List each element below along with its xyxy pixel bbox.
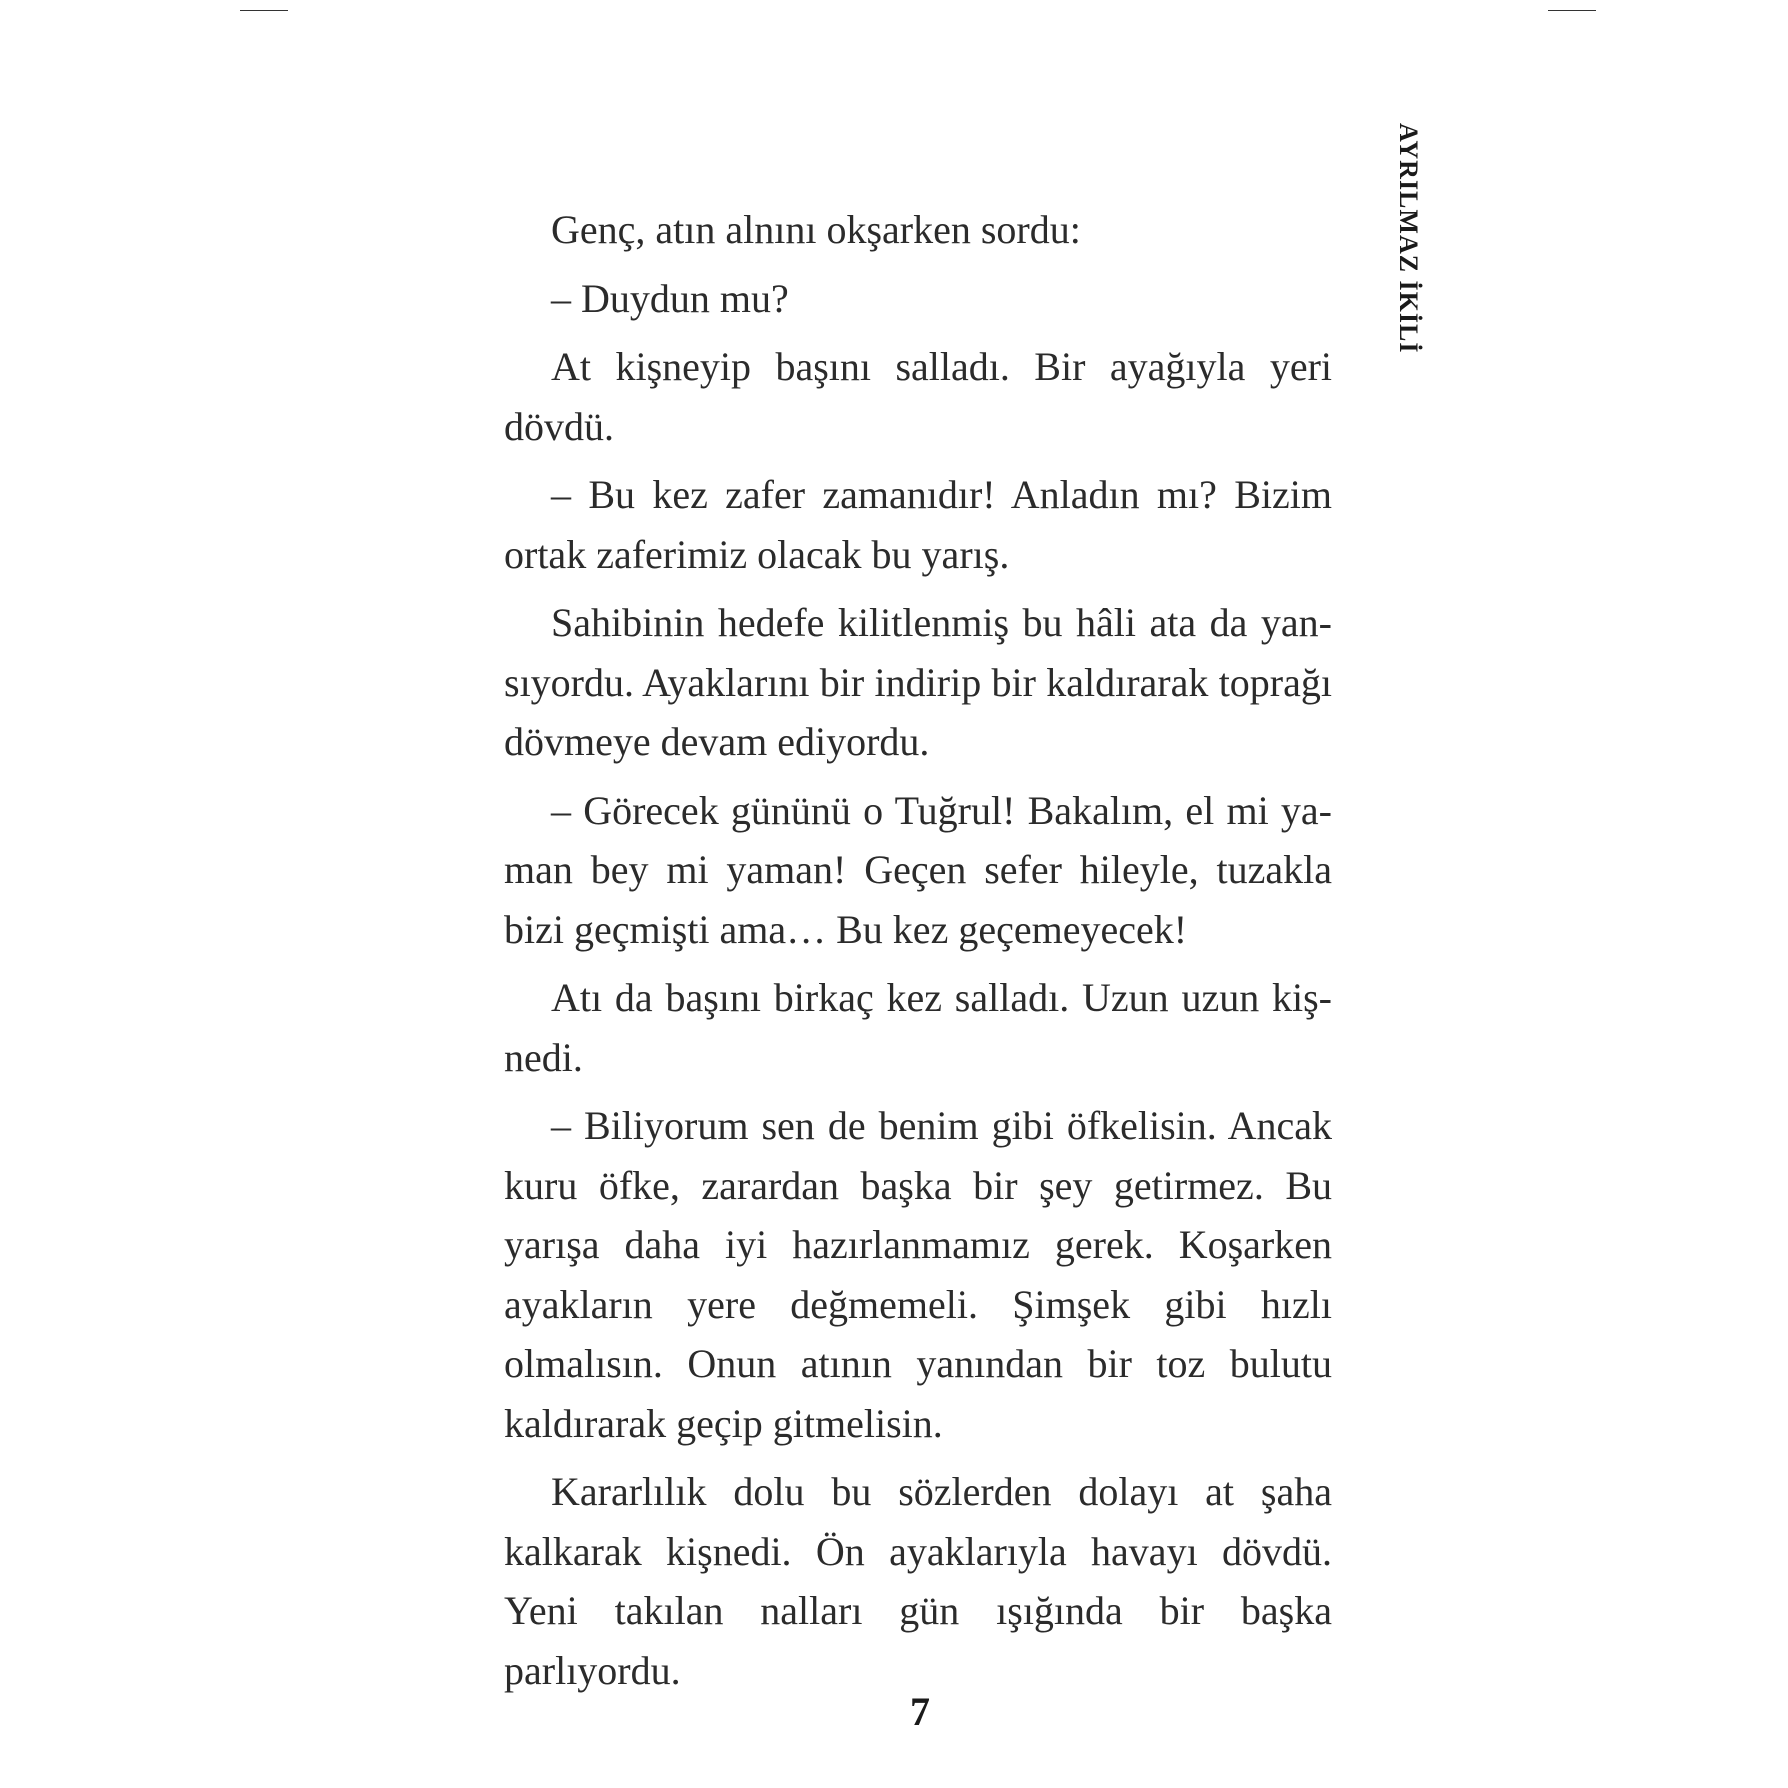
paragraph: – Duydun mu? [551,275,789,321]
crop-mark-right [1548,10,1596,11]
running-head [1393,118,1423,358]
paragraph: Sahibinin hedefe kilitlenmiş bu hâli ata da yansıyordu. Ayaklarını bir indirip bir kaldırarak toprağı dövmeye devam ediyordu. [504,600,1332,764]
paragraph: Genç, atın alnını okşarken sordu: [551,207,1081,252]
paragraph: Atı da başını birkaç kez salladı. Uzun uzun kişnedi. [504,975,1332,1080]
body-text [504,200,1332,1709]
paragraph: At kişneyip başını salladı. Bir ayağıyla yeri dövdü. [504,344,1332,449]
paragraph: – Bu kez zafer zamanıdır! Anladın mı? Bizim ortak zaferimiz olacak bu yarış. [504,472,1332,577]
page-number: 7 [910,1689,930,1734]
crop-mark-left [240,10,288,11]
paragraph: Kararlılık dolu bu sözlerden dolayı at şaha kalkarak kişnedi. Ön ayaklarıyla havayı dövdü. Yeni takılan nalları gün ışığında bir başka parlıyordu. [504,1469,1332,1693]
paragraph: – Görecek gününü o Tuğrul! Bakalım, el mi yaman bey mi yaman! Geçen sefer hileyle, tuzakla bizi geçmişti ama… Bu kez geçemeyecek! [504,787,1332,952]
paragraph: – Biliyorum sen de benim gibi öfkelisin. Ancak kuru öfke, zarardan başka bir şey getirmez. Bu yarışa daha iyi hazırlanmamız gerek. Koşarken ayakların yere değmemeli. Şimşek gibi hızlı olmalısın. Onun atının yanından bir toz bulutu kaldırarak geçip gitmelisin. [504,1103,1332,1446]
running-head-text: AYRILMAZ İKİLİ [1394,122,1423,354]
